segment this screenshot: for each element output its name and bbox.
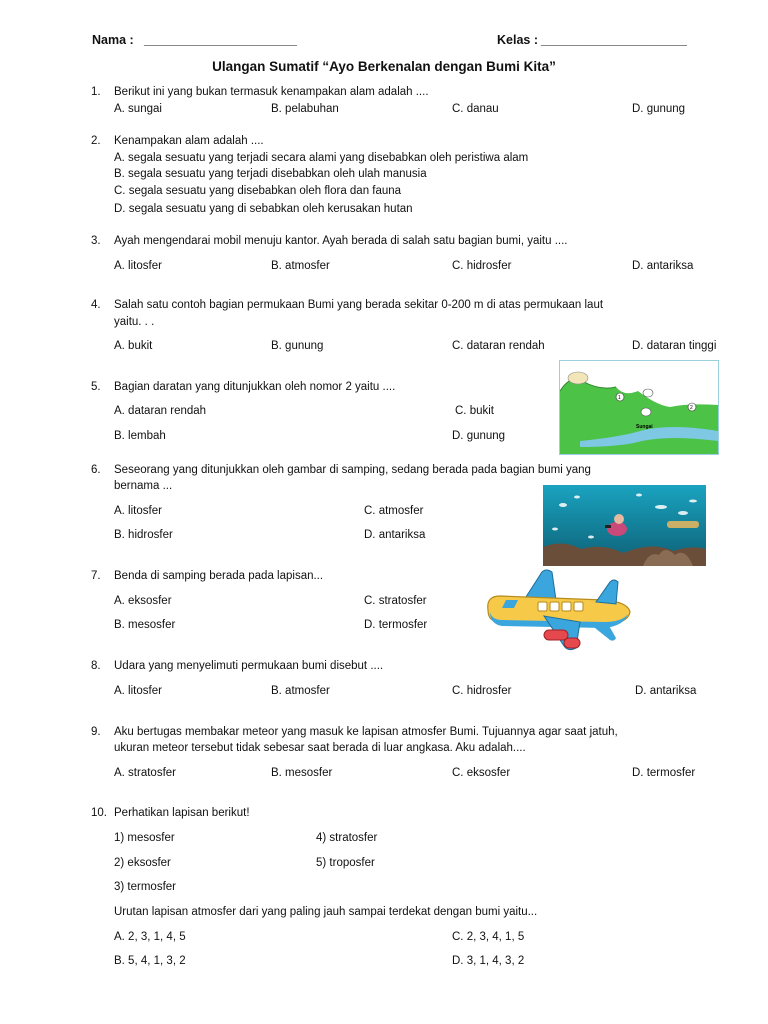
question-5-option-c[interactable]: C. bukit [455, 405, 494, 417]
question-8-option-a[interactable]: A. litosfer [114, 685, 162, 697]
question-2-option-a[interactable]: A. segala sesuatu yang terjadi secara alami yang disebabkan oleh peristiwa alam [114, 152, 529, 164]
question-1-option-c[interactable]: C. danau [452, 103, 499, 115]
question-3-option-c[interactable]: C. hidrosfer [452, 260, 512, 272]
question-6-text-line-1: Seseorang yang ditunjukkan oleh gambar di samping, sedang berada pada bagian bumi yang [114, 464, 591, 476]
question-3-option-b[interactable]: B. atmosfer [271, 260, 330, 272]
question-1-number: 1. [91, 86, 101, 98]
question-9-text-line-1: Aku bertugas membakar meteor yang masuk ke lapisan atmosfer Bumi. Tujuannya agar saat jatuh, [114, 726, 618, 738]
page-title: Ulangan Sumatif “Ayo Berkenalan dengan Bumi Kita” [212, 59, 556, 74]
name-label: Nama : [92, 33, 134, 47]
question-9-option-d[interactable]: D. termosfer [632, 767, 696, 779]
question-7-option-d[interactable]: D. termosfer [364, 619, 428, 631]
question-10-option-a[interactable]: A. 2, 3, 1, 4, 5 [114, 931, 186, 943]
question-9-option-c[interactable]: C. eksosfer [452, 767, 511, 779]
question-1-option-b[interactable]: B. pelabuhan [271, 103, 339, 115]
question-6-option-b[interactable]: B. hidrosfer [114, 529, 173, 541]
landform-illustration [559, 360, 719, 455]
question-4-number: 4. [91, 299, 101, 311]
question-2-number: 2. [91, 135, 101, 147]
question-5-option-a[interactable]: A. dataran rendah [114, 405, 207, 417]
question-6-number: 6. [91, 464, 101, 476]
question-10-layer-1: 1) mesosfer [114, 832, 175, 844]
landform-label-2: 2 [690, 405, 693, 411]
question-10-text: Perhatikan lapisan berikut! [114, 807, 250, 819]
question-5-number: 5. [91, 381, 101, 393]
diver-underwater-photo [543, 485, 706, 566]
question-10-layer-4: 4) stratosfer [316, 832, 378, 844]
question-5-option-b[interactable]: B. lembah [114, 430, 166, 442]
question-1-text: Berikut ini yang bukan termasuk kenampakan alam adalah .... [114, 86, 429, 98]
question-7-option-b[interactable]: B. mesosfer [114, 619, 176, 631]
question-4-option-a[interactable]: A. bukit [114, 340, 153, 352]
question-2-option-d[interactable]: D. segala sesuatu yang di sebabkan oleh kerusakan hutan [114, 203, 413, 215]
question-8-text: Udara yang menyelimuti permukaan bumi disebut .... [114, 660, 384, 672]
question-8-number: 8. [91, 660, 101, 672]
question-10-layer-3: 3) termosfer [114, 881, 176, 893]
question-6-option-d[interactable]: D. antariksa [364, 529, 426, 541]
question-10-number: 10. [91, 807, 107, 819]
class-blank-field[interactable]: _____________________ [541, 33, 687, 47]
question-7-number: 7. [91, 570, 101, 582]
question-3-option-a[interactable]: A. litosfer [114, 260, 162, 272]
question-7-text: Benda di samping berada pada lapisan... [114, 570, 324, 582]
name-blank-field[interactable]: ______________________ [144, 33, 297, 47]
question-3-option-d[interactable]: D. antariksa [632, 260, 694, 272]
question-4-option-b[interactable]: B. gunung [271, 340, 324, 352]
question-2-option-c[interactable]: C. segala sesuatu yang disebabkan oleh flora dan fauna [114, 185, 402, 197]
question-4-text-line-1: Salah satu contoh bagian permukaan Bumi yang berada sekitar 0-200 m di atas permukaan laut [114, 299, 604, 311]
question-2-text: Kenampakan alam adalah .... [114, 135, 264, 147]
question-10-prompt: Urutan lapisan atmosfer dari yang paling jauh sampai terdekat dengan bumi yaitu... [114, 906, 538, 918]
airplane-illustration [484, 566, 632, 654]
question-3-text: Ayah mengendarai mobil menuju kantor. Ayah berada di salah satu bagian bumi, yaitu .... [114, 235, 568, 247]
question-8-option-c[interactable]: C. hidrosfer [452, 685, 512, 697]
question-5-text: Bagian daratan yang ditunjukkan oleh nomor 2 yaitu .... [114, 381, 396, 393]
question-5-option-d[interactable]: D. gunung [452, 430, 506, 442]
question-8-option-d[interactable]: D. antariksa [635, 685, 697, 697]
question-9-text-line-2: ukuran meteor tersebut tidak sebesar saat berada di luar angkasa. Aku adalah.... [114, 742, 526, 754]
question-1-option-d[interactable]: D. gunung [632, 103, 686, 115]
question-10-layer-2: 2) eksosfer [114, 857, 171, 869]
question-4-text-line-2: yaitu. . . [114, 316, 155, 328]
question-10-option-b[interactable]: B. 5, 4, 1, 3, 2 [114, 955, 186, 967]
question-9-option-a[interactable]: A. stratosfer [114, 767, 176, 779]
question-4-option-d[interactable]: D. dataran tinggi [632, 340, 717, 352]
question-7-option-a[interactable]: A. eksosfer [114, 595, 172, 607]
question-9-option-b[interactable]: B. mesosfer [271, 767, 333, 779]
question-4-option-c[interactable]: C. dataran rendah [452, 340, 545, 352]
question-10-layer-5: 5) troposfer [316, 857, 375, 869]
river-label: Sungai [636, 424, 653, 430]
question-1-option-a[interactable]: A. sungai [114, 103, 162, 115]
question-7-option-c[interactable]: C. stratosfer [364, 595, 427, 607]
question-6-text-line-2: bernama ... [114, 480, 173, 492]
question-2-option-b[interactable]: B. segala sesuatu yang terjadi disebabkan oleh ulah manusia [114, 168, 427, 180]
question-9-number: 9. [91, 726, 101, 738]
question-6-option-a[interactable]: A. litosfer [114, 505, 162, 517]
question-10-option-c[interactable]: C. 2, 3, 4, 1, 5 [452, 931, 525, 943]
question-3-number: 3. [91, 235, 101, 247]
class-label: Kelas : [497, 33, 538, 47]
question-6-option-c[interactable]: C. atmosfer [364, 505, 424, 517]
question-10-option-d[interactable]: D. 3, 1, 4, 3, 2 [452, 955, 525, 967]
question-8-option-b[interactable]: B. atmosfer [271, 685, 330, 697]
landform-label-1: 1 [618, 395, 621, 401]
